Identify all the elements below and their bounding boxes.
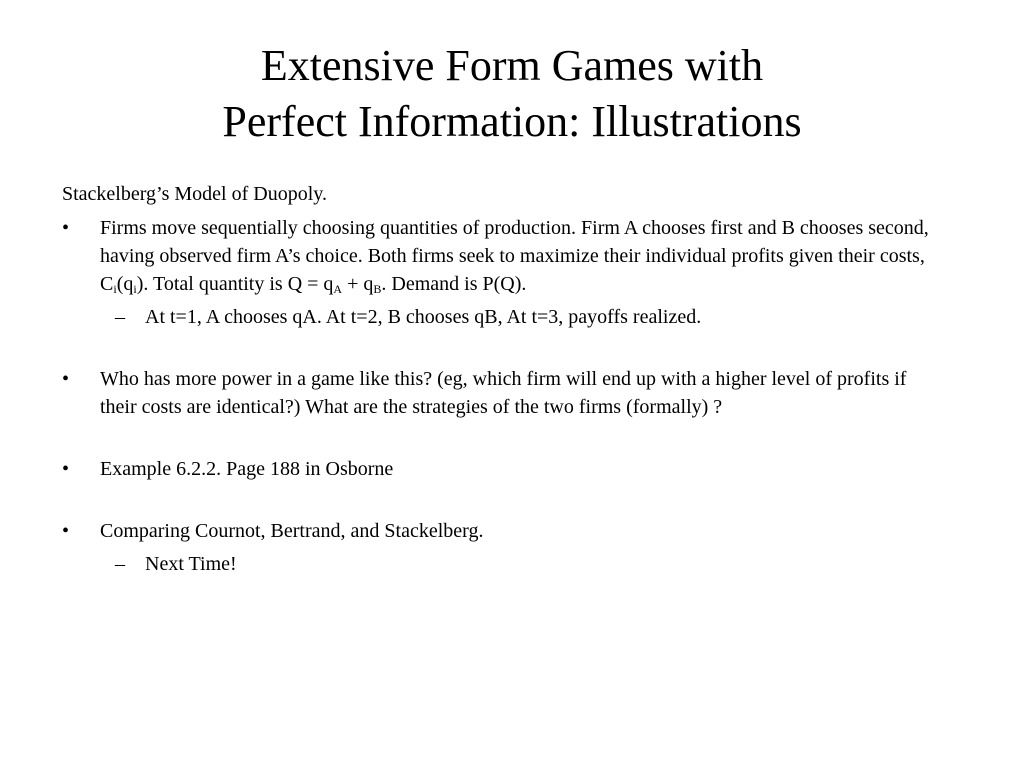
bullet-sequential-moves (62, 214, 942, 298)
bullet-marker: • (62, 520, 70, 542)
subscript-i: i (133, 282, 137, 296)
bullet-comparison (62, 517, 942, 545)
bullet-text-segment: Firms move sequentially choosing quantities of production. Firm A chooses first and B chooses second, having observed firm A’s choice. Both firms seek to maximize their individual profits given their costs, C (100, 217, 929, 295)
bullet-marker: • (62, 217, 70, 239)
bullet-text: Example 6.2.2. Page 188 in Osborne (100, 458, 394, 480)
bullet-text-segment: + q (342, 273, 374, 295)
dash-marker: – (115, 553, 125, 575)
bullet-example-reference (62, 455, 942, 483)
bullet-text-segment: (q (116, 273, 134, 295)
intro-heading: Stackelberg’s Model of Duopoly. (62, 183, 327, 205)
bullet-marker: • (62, 368, 70, 390)
sub-bullet-timing (62, 303, 942, 331)
dash-marker: – (115, 306, 125, 328)
bullet-text-segment: . Demand is P(Q). (381, 273, 527, 295)
sub-bullet-text: At t=1, A chooses qA. At t=2, B chooses qB, At t=3, payoffs realized. (145, 306, 702, 328)
bullet-text: Who has more power in a game like this? (eg, which firm will end up with a higher level of profits if their costs are identical?) What are the strategies of the two firms (formally) ? (100, 368, 907, 418)
sub-bullet-text: Next Time! (145, 553, 237, 575)
subscript-b: B (373, 282, 382, 296)
subscript-a: A (333, 282, 343, 296)
bullet-text-segment: ). Total quantity is Q = q (136, 273, 334, 295)
bullet-marker: • (62, 458, 70, 480)
slide-title (0, 38, 1024, 150)
bullet-text (100, 217, 929, 295)
slide-body (62, 180, 942, 578)
slide-title-line-1: Extensive Form Games with (260, 41, 764, 90)
sub-bullet-next-time (62, 550, 942, 578)
bullet-power-question (62, 365, 942, 421)
subscript-i: i (113, 282, 117, 296)
slide-title-line-2: Perfect Information: Illustrations (222, 97, 802, 146)
bullet-text: Comparing Cournot, Bertrand, and Stackelberg. (100, 520, 484, 542)
